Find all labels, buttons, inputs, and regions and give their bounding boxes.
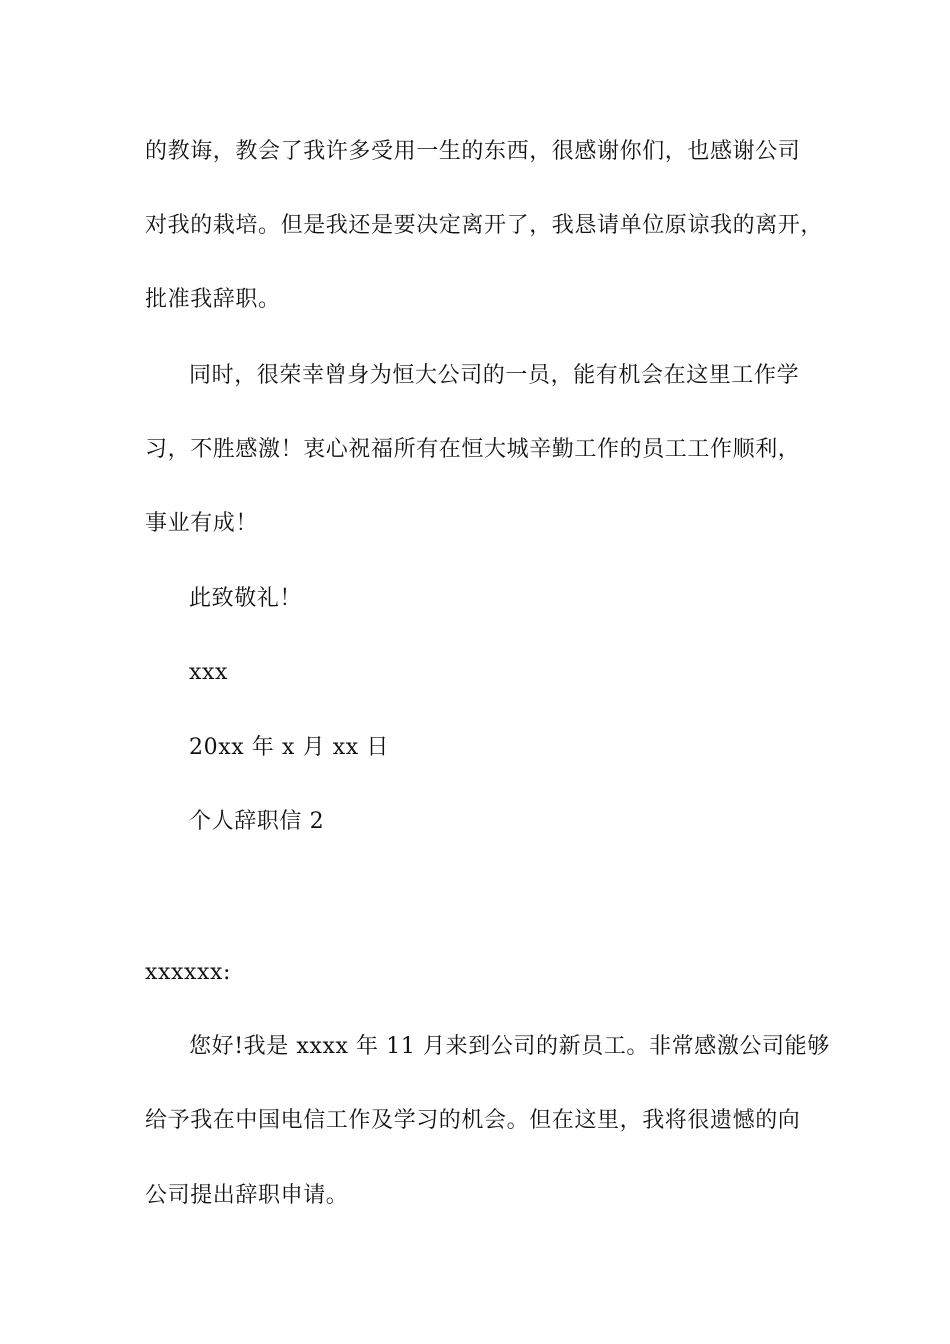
paragraph-line: 事业有成！ [145, 511, 259, 536]
section-title: 个人辞职信 2 [189, 809, 325, 834]
paragraph-line: 给予我在中国电信工作及学习的机会。但在这里，我将很遗憾的向 [145, 1108, 801, 1133]
signature-name: xxx [189, 660, 229, 685]
closing-salutation: 此致敬礼！ [189, 586, 303, 611]
paragraph-line: 对我的栽培。但是我还是要决定离开了，我恳请单位原谅我的离开， [145, 213, 824, 238]
signature-date: 20xx 年 x 月 xx 日 [189, 735, 389, 760]
paragraph-line: 的教诲，教会了我许多受用一生的东西，很感谢你们，也感谢公司 [145, 139, 801, 164]
paragraph-line: 习，不胜感激！衷心祝福所有在恒大城辛勤工作的员工工作顺利， [145, 437, 801, 462]
paragraph-line: 您好!我是 xxxx 年 11 月来到公司的新员工。非常感激公司能够 [189, 1034, 830, 1059]
paragraph-line: 批准我辞职。 [145, 287, 281, 312]
paragraph-line: 公司提出辞职申请。 [145, 1183, 349, 1208]
letter-addressee: xxxxxx: [145, 960, 232, 985]
paragraph-line: 同时，很荣幸曾身为恒大公司的一员，能有机会在这里工作学 [189, 363, 800, 388]
